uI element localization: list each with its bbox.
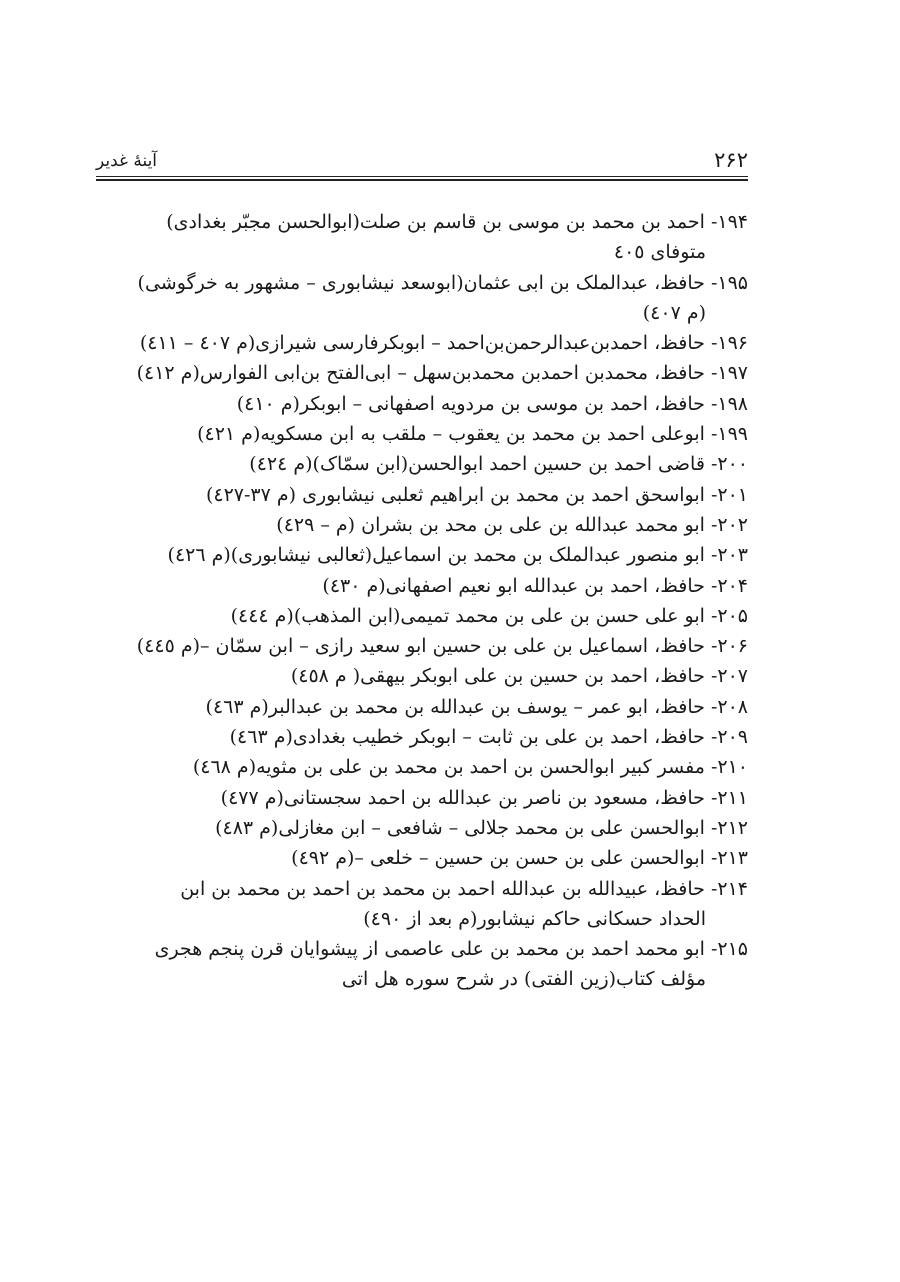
list-item [96, 358, 748, 388]
entry-number: ۲۰۳- [704, 544, 748, 567]
entry-continuation: مؤلف کتاب(زین الفتی) در شرح سوره هل اتی [341, 968, 706, 991]
entry-number: ۲۰۸- [704, 695, 748, 718]
entry-text: حافظ، محمدبن احمدبن محمدبن‌سهل – ابی‌الفتح بن‌ابی الفوارس(م ٤١٢) [136, 362, 705, 385]
entry-text: ابو علی حسن بن علی بن محمد تمیمی(ابن المذهب)(م ٤٤٤) [230, 604, 705, 627]
entry-text: حافظ، عبدالملک بن ابی عثمان(ابوسعد نیشابوری – مشهور به خرگوشی) [137, 271, 705, 294]
entry-text: حافظ، احمد بن علی بن ثابت – ابوبکر خطیب بغدادی(م ٤٦٣) [229, 726, 705, 749]
page-header [96, 146, 748, 176]
list-item [96, 207, 748, 268]
list-item [96, 752, 748, 782]
entry-text: ابوعلی احمد بن محمد بن یعقوب – ملقب به ابن مسکویه(م ٤٢١) [197, 423, 705, 446]
entry-number: ۲۱۳- [704, 847, 748, 870]
list-item [96, 419, 748, 449]
entry-number: ۲۰۷- [704, 665, 748, 688]
entry-text: حافظ، اسماعیل بن علی بن حسین ابو سعید رازی – ابن سمّان –(م ٤٤٥) [136, 635, 705, 658]
entry-text: حافظ، احمد بن حسین بن علی ابوبکر بیهقی( م ٤٥٨) [290, 665, 705, 688]
entry-number: ۱۹۴- [704, 211, 748, 233]
entry-text: حافظ، احمد بن عبدالله ابو نعیم اصفهانی(م ٤٣٠) [322, 574, 705, 597]
entry-text: حافظ، احمد بن موسی بن مردویه اصفهانی – ابوبکر(م ٤١٠) [236, 392, 705, 415]
entry-number: ۲۰۱- [704, 483, 748, 506]
list-item [96, 783, 748, 813]
list-item [96, 328, 748, 358]
entry-text: حافظ، احمدبن‌عبدالرحمن‌بن‌احمد – ابوبکرفارسی شیرازی(م ٤٠٧ – ٤١١) [139, 332, 705, 355]
header-rule-thick [96, 179, 748, 181]
list-item [96, 874, 748, 935]
list-item [96, 601, 748, 631]
entry-continuation: متوفای ٤٠٥ [613, 241, 706, 264]
entry-number: ۲۰۶- [704, 635, 748, 658]
entry-number: ۱۹۶- [704, 332, 748, 355]
entry-text: قاضی احمد بن حسین احمد ابوالحسن(ابن سمّاک)(م ٤٢٤) [249, 453, 705, 476]
entry-text: ابو محمد عبدالله بن علی بن محد بن بشران (م – ٤٢٩) [276, 513, 705, 536]
entry-continuation: الحداد حسکانی حاکم نیشابور(م بعد از ٤٩٠) [363, 907, 706, 930]
entry-number: ۲۰۰- [704, 453, 748, 476]
entry-number: ۲۱۴- [704, 877, 748, 900]
list-item [96, 449, 748, 479]
entry-text: حافظ، ابو عمر – یوسف بن عبدالله بن محمد بن عبدالبر(م ٤٦٣) [205, 695, 705, 718]
entry-text: ابو منصور عبدالملک بن محمد بن اسماعیل(ثعالبی نیشابوری)(م ٤٢٦) [167, 544, 705, 567]
entry-number: ۲۰۴- [704, 574, 748, 597]
entry-number: ۱۹۵- [704, 271, 748, 294]
entry-text: مفسر کبیر ابوالحسن بن احمد بن محمد بن علی بن مثویه(م ٤٦٨) [192, 756, 705, 779]
entry-text: ابو محمد احمد بن محمد بن علی عاصمی از پیشوایان قرن پنجم هجری [154, 938, 705, 961]
entry-number: ۱۹۷- [704, 362, 748, 385]
entry-text: ابوالحسن علی بن حسن بن حسین – خلعی –(م ٤٩٢) [291, 847, 705, 870]
list-item [96, 480, 748, 510]
header-rule-thin [96, 176, 748, 177]
page-number: ۲۶۲ [714, 148, 748, 172]
entry-number: ۲۱۲- [704, 816, 748, 839]
list-item [96, 692, 748, 722]
list-item [96, 722, 748, 752]
entry-text: ابوالحسن علی بن محمد جلالی – شافعی – ابن مغازلی(م ٤٨٣) [215, 816, 705, 839]
list-item [96, 631, 748, 661]
entry-number: ۱۹۹- [704, 423, 748, 446]
entry-text: حافظ، مسعود بن ناصر بن عبدالله بن احمد سجستانی(م ٤٧٧) [220, 786, 705, 809]
list-item [96, 510, 748, 540]
entry-number: ۱۹۸- [704, 392, 748, 415]
entry-number: ۲۱۰- [704, 756, 748, 779]
entry-text: ابواسحق احمد بن محمد بن ابراهیم ثعلبی نیشابوری (م ٣٧-٤٢٧) [205, 483, 705, 506]
list-item [96, 268, 748, 329]
list-item [96, 934, 748, 995]
list-item [96, 661, 748, 691]
entry-list [96, 207, 748, 995]
list-item [96, 813, 748, 843]
list-item [96, 540, 748, 570]
entry-continuation: (م ٤٠٧) [642, 301, 706, 324]
list-item [96, 843, 748, 873]
entry-number: ۲۱۵- [704, 938, 748, 961]
entry-number: ۲۰۵- [704, 604, 748, 627]
entry-text: حافظ، عبیدالله بن عبدالله احمد بن محمد بن احمد بن محمد بن ابن [180, 877, 705, 900]
list-item [96, 571, 748, 601]
entry-text: احمد بن محمد بن موسی بن قاسم بن صلت(ابوالحسن مجبّر بغدادی) [166, 211, 705, 233]
entry-number: ۲۰۹- [704, 726, 748, 749]
entry-number: ۲۱۱- [704, 786, 748, 809]
list-item [96, 389, 748, 419]
running-title: آینهٔ غدیر [96, 151, 158, 171]
entry-number: ۲۰۲- [704, 513, 748, 536]
